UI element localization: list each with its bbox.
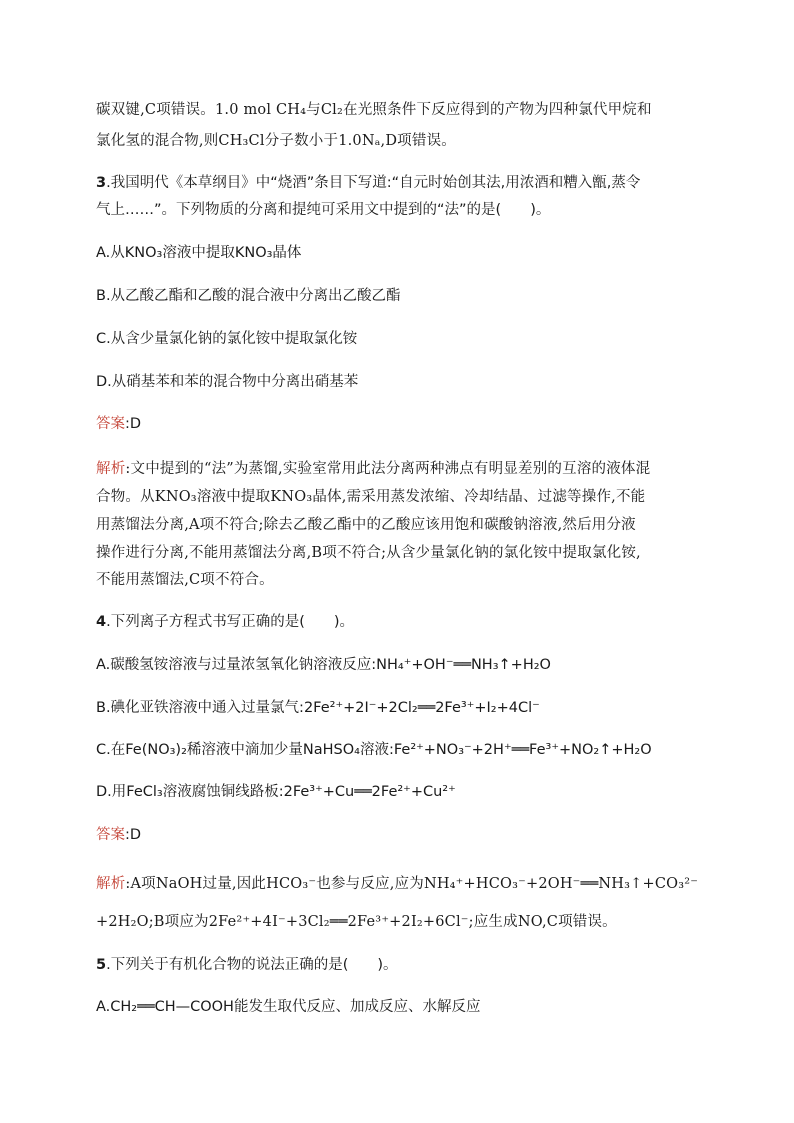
q3-explanation-text-1: :文中提到的“法”为蒸馏,实验室常用此法分离两种沸点有明显差别的互溶的液体混 (125, 461, 651, 477)
q4-option-d: D.用FeCl₃溶液腐蚀铜线路板:2Fe³⁺+Cu══2Fe²⁺+Cu²⁺ (96, 784, 456, 800)
q5-stem-text: .下列关于有机化合物的说法正确的是( )。 (106, 957, 398, 973)
q4-explanation-line-1 (96, 874, 698, 894)
q3-answer-label: 答案 (96, 416, 125, 432)
q4-stem-text: .下列离子方程式书写正确的是( )。 (106, 614, 355, 630)
q5-stem (96, 955, 398, 975)
q3-explanation-line-4: 操作进行分离,不能用蒸馏法分离,B项不符合;从含少量氯化钠的氯化铵中提取氯化铵, (96, 545, 641, 561)
prev-explanation-line-1: 碳双键,C项错误。1.0 mol CH₄与Cl₂在光照条件下反应得到的产物为四种氯代甲烷和 (96, 102, 652, 118)
q3-option-b: B.从乙酸乙酯和乙酸的混合液中分离出乙酸乙酯 (96, 288, 401, 304)
q5-number: 5 (96, 957, 107, 973)
q3-explanation-line-5: 不能用蒸馏法,C项不符合。 (96, 572, 274, 588)
q3-option-d: D.从硝基苯和苯的混合物中分离出硝基苯 (96, 374, 359, 390)
q5-option-a: A.CH₂══CH—COOH能发生取代反应、加成反应、水解反应 (96, 999, 481, 1015)
q4-answer-label: 答案 (96, 827, 125, 843)
prev-explanation-line-2: 氯化氢的混合物,则CH₃Cl分子数小于1.0Nₐ,D项错误。 (96, 133, 456, 149)
q3-answer-value: :D (125, 416, 142, 432)
q3-number: 3 (96, 175, 107, 191)
q4-answer-value: :D (125, 827, 142, 843)
q4-answer (96, 825, 141, 845)
q3-answer (96, 414, 141, 434)
q3-stem-text-1: .我国明代《本草纲目》中“烧酒”条目下写道:“自元时始创其法,用浓酒和糟入甑,蒸令 (106, 175, 641, 191)
q4-option-b: B.碘化亚铁溶液中通入过量氯气:2Fe²⁺+2I⁻+2Cl₂══2Fe³⁺+I₂+4Cl⁻ (96, 700, 540, 716)
q3-option-a: A.从KNO₃溶液中提取KNO₃晶体 (96, 245, 302, 261)
q3-explanation-line-2: 合物。从KNO₃溶液中提取KNO₃晶体,需采用蒸发浓缩、冷却结晶、过滤等操作,不能 (96, 489, 646, 505)
q4-number: 4 (96, 614, 107, 630)
q3-stem-line-2: 气上……”。下列物质的分离和提纯可采用文中提到的“法”的是( )。 (96, 202, 551, 218)
q3-explanation-label: 解析 (96, 461, 126, 477)
q4-option-c: C.在Fe(NO₃)₂稀溶液中滴加少量NaHSO₄溶液:Fe²⁺+NO₃⁻+2H⁺══Fe³⁺+NO₂↑+H₂O (96, 742, 652, 758)
q4-explanation-line-2: +2H₂O;B项应为2Fe²⁺+4I⁻+3Cl₂══2Fe³⁺+2I₂+6Cl⁻;应生成NO,C项错误。 (96, 914, 617, 930)
q3-stem-line-1 (96, 173, 640, 193)
q4-option-a: A.碳酸氢铵溶液与过量浓氢氧化钠溶液反应:NH₄⁺+OH⁻══NH₃↑+H₂O (96, 657, 551, 673)
q3-explanation-line-3: 用蒸馏法分离,A项不符合;除去乙酸乙酯中的乙酸应该用饱和碳酸钠溶液,然后用分液 (96, 517, 636, 533)
q3-option-c: C.从含少量氯化钠的氯化铵中提取氯化铵 (96, 331, 358, 347)
q4-explanation-text-1: :A项NaOH过量,因此HCO₃⁻也参与反应,应为NH₄⁺+HCO₃⁻+2OH⁻══NH₃↑+CO₃²⁻ (125, 876, 699, 892)
q4-stem (96, 612, 354, 632)
q4-explanation-label: 解析 (96, 876, 126, 892)
q3-explanation-line-1 (96, 459, 650, 479)
